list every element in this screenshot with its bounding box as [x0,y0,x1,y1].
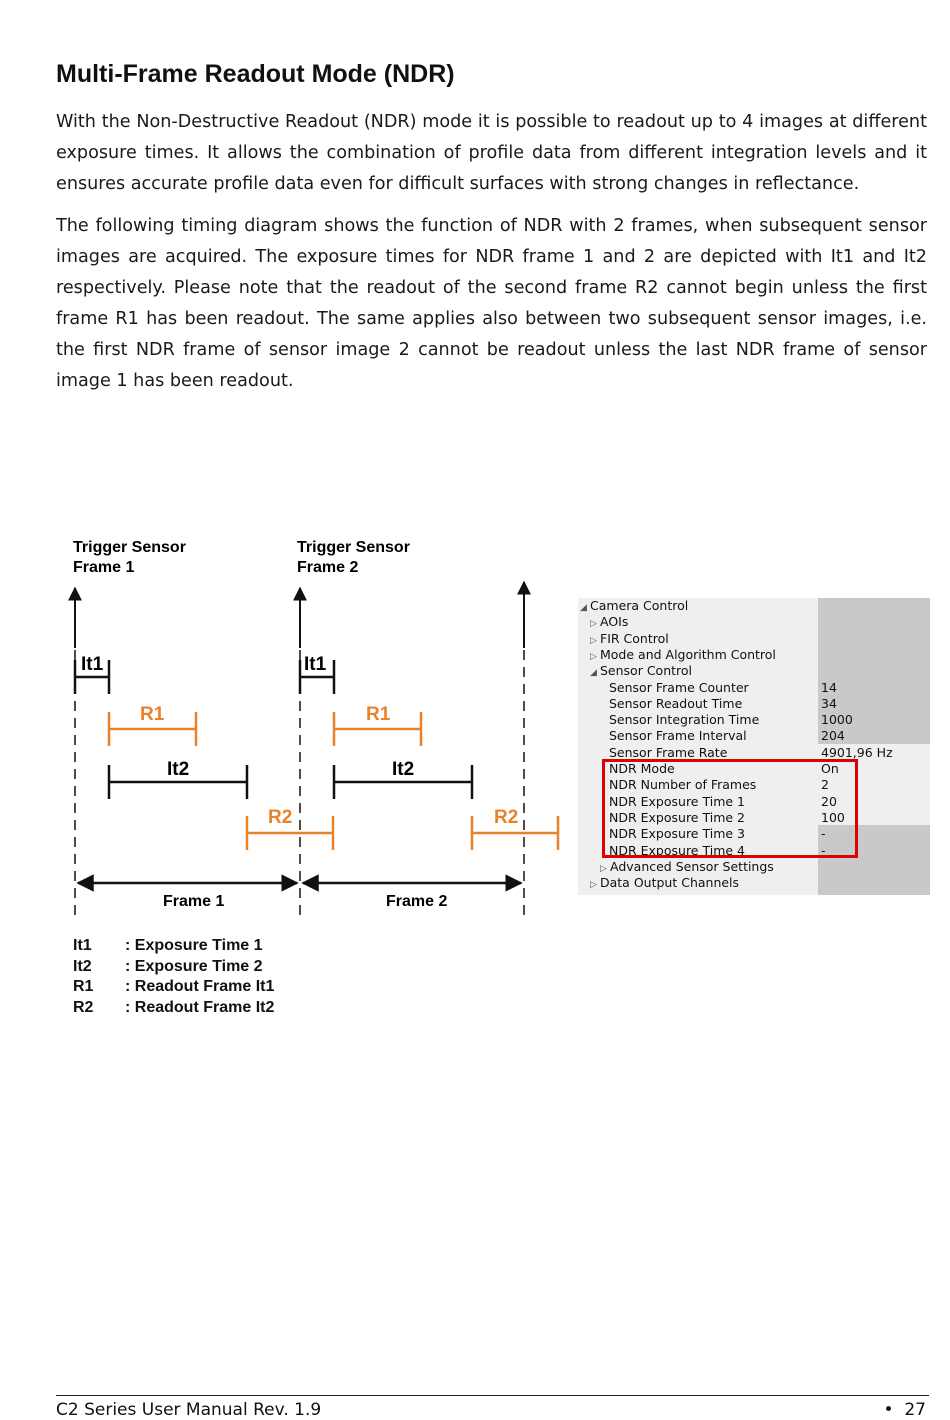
tree-row[interactable] [609,696,742,712]
it2-label-frame2: It2 [392,759,415,780]
tree-row[interactable] [609,680,749,696]
legend-key: R2 [73,998,94,1016]
tree-row-label: Sensor Readout Time [609,695,743,711]
tree-row-label: NDR Mode [609,761,675,776]
legend-key: It2 [73,957,92,975]
timing-paragraph: The following timing diagram shows the function of NDR with 2 frames, when subsequent sensor images are acquired. The exposure times for NDR frame 1 and 2 are depicted with It1 and It2 respectively. Please note that the readout of the second frame R2 cannot begin unless the first frame R1 has been readout. The same applies also between two subsequent sensor images, i.e. the first NDR frame of sensor image 2 cannot be readout unless the last NDR frame of sensor image 1 has been readout. [56,216,927,391]
tree-row-value[interactable]: - [821,842,826,858]
frame2-label: Frame 2 [386,893,448,910]
tree-row-label: NDR Number of Frames [609,777,757,793]
frame1-label: Frame 1 [163,893,225,910]
legend-row [73,998,274,1019]
tree-row-label: Sensor Frame Counter [609,679,749,695]
tree-row-label: Sensor Frame Interval [609,728,747,744]
tree-row-value[interactable]: - [821,826,826,842]
tree-row-label: Mode and Algorithm Control [600,646,776,662]
ndr-settings-highlight-box [602,759,858,858]
tree-row[interactable] [580,598,688,614]
diagram-legend [73,936,274,1018]
legend-desc: : Exposure Time 1 [125,937,263,954]
collapsed-triangle-icon[interactable]: ▷ [590,880,597,891]
tree-row-label: FIR Control [600,630,669,646]
expanded-triangle-icon[interactable]: ◢ [590,668,597,679]
tree-row-value[interactable]: 20 [821,793,837,809]
tree-row-label: Advanced Sensor Settings [610,858,774,874]
tree-row-label: AOIs [600,614,629,630]
r1-label-frame2: R1 [366,704,391,725]
tree-row-label: NDR Exposure Time 1 [609,793,745,809]
collapsed-triangle-icon[interactable]: ▷ [590,635,597,646]
collapsed-triangle-icon[interactable]: ▷ [590,619,597,630]
tree-row[interactable] [590,631,669,647]
tree-row-value[interactable]: 14 [821,679,837,695]
tree-row[interactable] [590,614,628,630]
tree-row[interactable] [600,859,774,875]
trigger2-label-line1: Trigger Sensor [297,539,410,556]
tree-row-label: Sensor Frame Rate [609,744,728,760]
tree-row-value[interactable]: 34 [821,695,837,711]
legend-row [73,936,274,957]
footer-rule [56,1395,929,1396]
tree-row[interactable] [590,663,692,679]
expanded-triangle-icon[interactable]: ◢ [580,603,587,613]
intro-paragraph: With the Non-Destructive Readout (NDR) mode it is possible to readout up to 4 images at different exposure times. It allows the combination of profile data from different integration levels and it ensures accurate profile data even for difficult surfaces with strong changes in reflectance. [56,112,927,194]
footer-bullet: • [883,1400,894,1420]
tree-row-value[interactable]: 2 [821,777,829,793]
collapsed-triangle-icon[interactable]: ▷ [590,651,597,662]
tree-row-label: NDR Exposure Time 4 [609,842,745,858]
page-title: Multi-Frame Readout Mode (NDR) [56,60,455,88]
legend-desc: : Readout Frame It2 [125,998,275,1016]
trigger2-label-line2: Frame 2 [297,559,359,576]
legend-desc: : Readout Frame It1 [125,978,275,995]
tree-row-label: Sensor Control [600,663,693,679]
legend-key: R1 [73,978,94,995]
tree-row[interactable] [590,647,776,663]
ndr-timing-diagram [0,520,580,920]
page-number: 27 [904,1400,926,1420]
it1-label-frame1: It1 [81,654,104,675]
collapsed-triangle-icon[interactable]: ▷ [600,863,607,874]
tree-row[interactable] [609,712,759,728]
it2-label-frame1: It2 [167,759,190,780]
legend-row [73,957,274,978]
tree-row-value[interactable]: 100 [821,809,845,825]
r1-label-frame1: R1 [140,704,165,725]
it1-label-frame2: It1 [304,654,327,675]
trigger1-label-line2: Frame 1 [73,559,135,576]
tree-row-label: Data Output Channels [600,875,740,891]
tree-row-value[interactable]: 4901,96 Hz [821,744,893,760]
legend-desc: : Exposure Time 2 [125,957,263,975]
footer-manual-title: C2 Series User Manual Rev. 1.9 [56,1400,322,1420]
tree-row-value[interactable]: On [821,761,839,776]
r2-label-frame1: R2 [268,807,293,828]
tree-row-label: NDR Exposure Time 2 [609,809,745,825]
tree-row-label: NDR Exposure Time 3 [609,826,745,842]
footer-page-number [884,1400,926,1420]
tree-row-label: Sensor Integration Time [609,712,760,728]
tree-row-label: Camera Control [590,598,689,613]
tree-row[interactable] [609,728,747,744]
tree-row[interactable] [590,875,739,891]
tree-row-value[interactable]: 204 [821,728,845,744]
legend-key: It1 [73,937,92,954]
tree-row-value[interactable]: 1000 [821,712,853,728]
trigger1-label-line1: Trigger Sensor [73,539,186,556]
legend-row [73,977,274,998]
r2-label-frame2: R2 [494,807,519,828]
